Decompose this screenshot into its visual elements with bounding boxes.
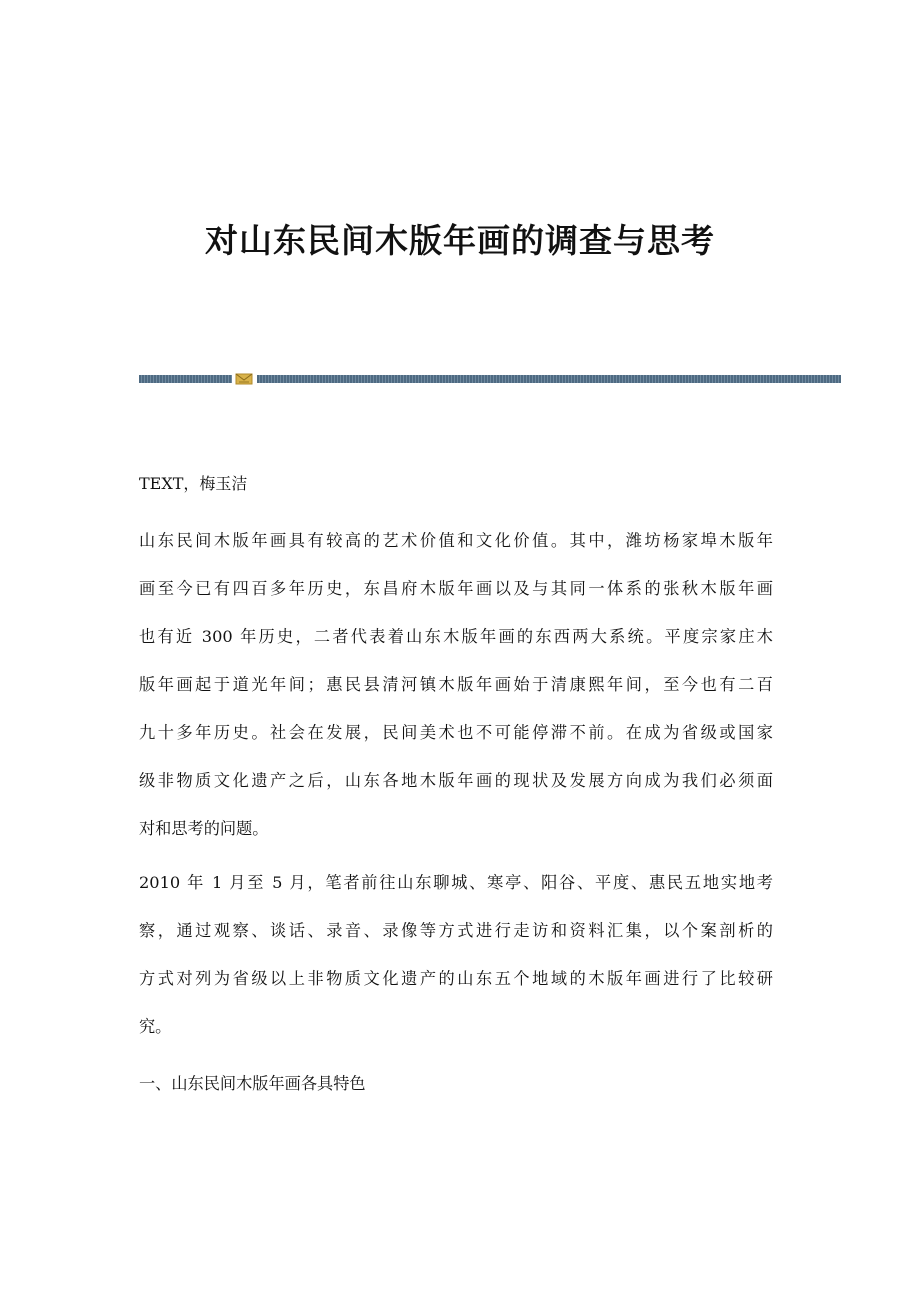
- paragraph-line: 对和思考的问题。: [139, 819, 269, 838]
- title-divider-right: [257, 375, 841, 383]
- paragraph-line: 2010 年 1 月至 5 月，笔者前往山东聊城、寒亭、阳谷、平度、惠民五地实地考: [139, 873, 773, 892]
- paragraph-line: 级非物质文化遗产之后，山东各地木版年画的现状及发展方向成为我们必须面: [139, 771, 773, 790]
- byline: TEXT，梅玉洁: [139, 474, 248, 493]
- paragraph-line: 方式对列为省级以上非物质文化遗产的山东五个地域的木版年画进行了比较研: [139, 969, 773, 988]
- paragraph-line: 山东民间木版年画具有较高的艺术价值和文化价值。其中，潍坊杨家埠木版年: [139, 531, 773, 550]
- paragraph-1: [139, 517, 773, 853]
- paragraph-line: 版年画起于道光年间；惠民县清河镇木版年画始于清康熙年间，至今也有二百: [139, 675, 773, 694]
- paragraph-line: 九十多年历史。社会在发展，民间美术也不可能停滞不前。在成为省级或国家: [139, 723, 773, 742]
- title-divider-left: [139, 375, 232, 383]
- paragraph-2: [139, 859, 773, 1051]
- paragraph-line: 画至今已有四百多年历史，东昌府木版年画以及与其同一体系的张秋木版年画: [139, 579, 773, 598]
- paragraph-line: 究。: [139, 1017, 172, 1036]
- paragraph-line: 也有近 300 年历史，二者代表着山东木版年画的东西两大系统。平度宗家庄木: [139, 627, 773, 646]
- page-title: 对山东民间木版年画的调查与思考: [205, 221, 715, 260]
- section-heading: 一、山东民间木版年画各具特色: [139, 1074, 366, 1093]
- paragraph-line: 察，通过观察、谈话、录音、录像等方式进行走访和资料汇集，以个案剖析的: [139, 921, 773, 940]
- divider-ornament-icon: [235, 373, 253, 385]
